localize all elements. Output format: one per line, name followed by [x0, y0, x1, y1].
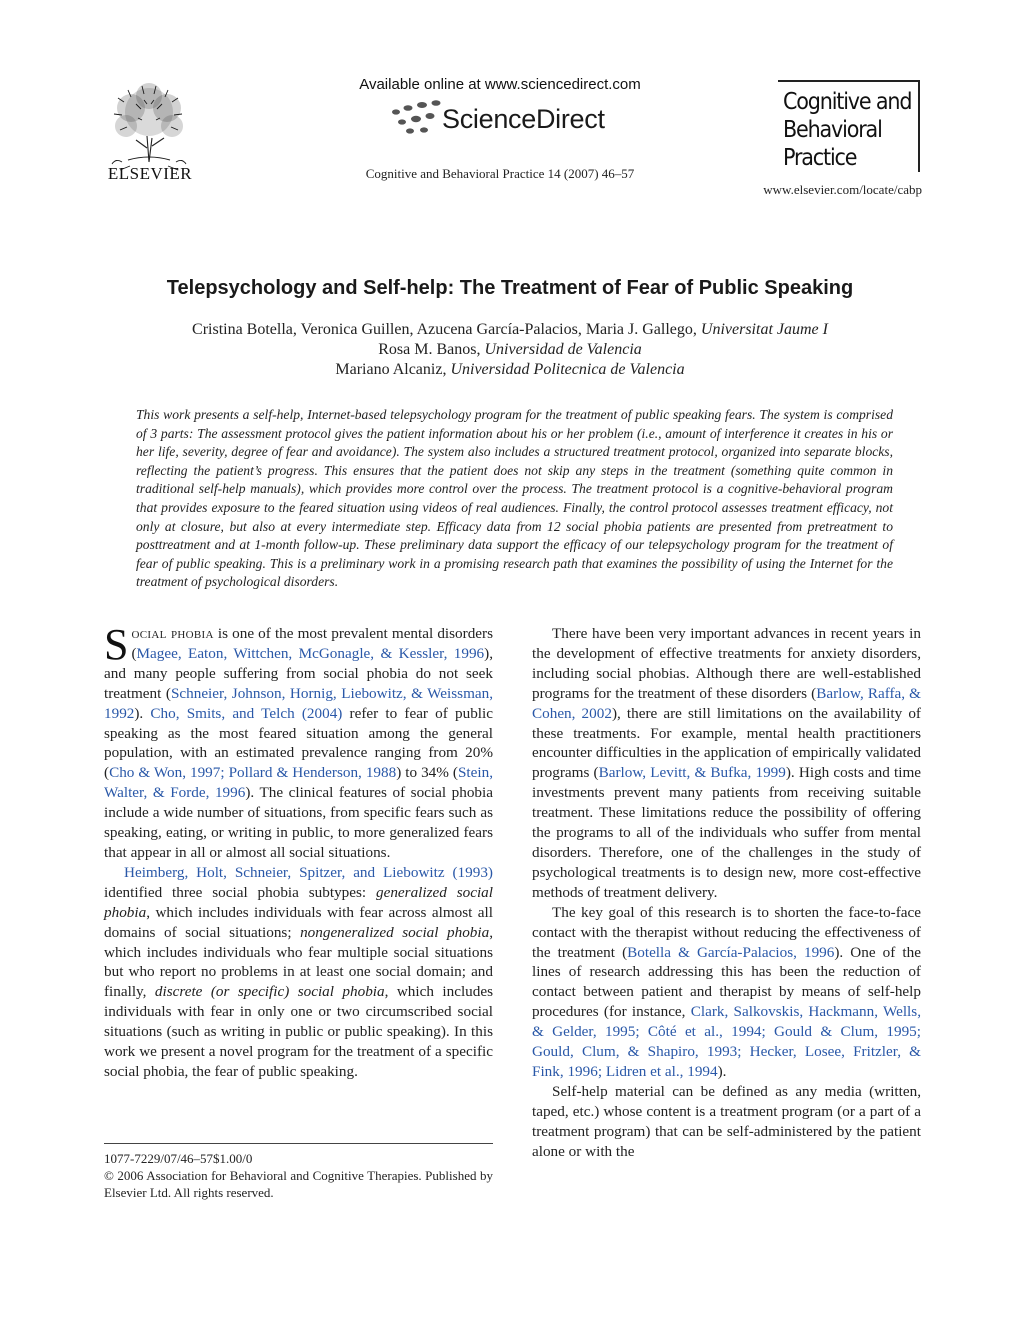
paragraph-text: There have been very important advances in recent years in the development of effective treatments for anxiety disorders, including social phobias. Although there are well-established programs for the treatment of these disorders (: [532, 625, 921, 702]
italic-term: nongeneralized social phobia: [300, 923, 490, 941]
paragraph-text: , which includes individuals who fear multiple social situations but who report no problems in at least one social domain; and finally,: [104, 923, 494, 1001]
paragraph-text: ), there are still limitations on the availability of these treatments. For example, mental health practitioners encounter difficulties in the application of empirically validated programs (: [532, 704, 921, 782]
paragraph-text: ), and many people suffering from social phobia do not seek treatment (: [104, 644, 493, 702]
paragraph-text: The key goal of this research is to shorten the face-to-face contact with the therapist without reducing the effectiveness of the treatment (: [532, 903, 921, 961]
body-paragraph: [532, 624, 921, 903]
sciencedirect-wordmark: ScienceDirect: [442, 104, 605, 134]
citation-link[interactable]: Magee, Eaton, Wittchen, McGonagle, & Kessler, 1996: [136, 644, 485, 662]
paragraph-text: refer to fear of public speaking as the most feared situation among the general population, with an estimated prevalence ranging from 20% (: [104, 704, 493, 782]
citation-link[interactable]: Cho & Won, 1997; Pollard & Henderson, 1988: [109, 764, 397, 782]
body-column-left: [104, 620, 494, 1082]
body-paragraph: [104, 620, 494, 863]
available-online-text: Available online at www.sciencedirect.com: [359, 76, 641, 93]
paragraph-text: ) to 34% (: [396, 764, 458, 782]
footnote: [104, 1150, 493, 1201]
citation-link[interactable]: Stein, Walter, & Forde, 1996: [104, 764, 493, 802]
journal-title-line: Behavioral: [783, 117, 882, 143]
lead-in-small-caps: ocial phobia: [131, 625, 214, 642]
paper-title: Telepsychology and Self-help: The Treatment of Fear of Public Speaking: [166, 277, 854, 299]
citation-link[interactable]: Barlow, Levitt, & Bufka, 1999: [598, 764, 786, 782]
author-affiliation: Universitat Jaume I: [700, 321, 828, 338]
journal-title-line: Practice: [783, 145, 857, 171]
paragraph-text: Self-help material can be defined as any media (written, taped, etc.) whose content is a treatment program (or a part of a treatment program) that can be self-administered by the patient alone or with the: [532, 1082, 921, 1160]
journal-url-link[interactable]: www.elsevier.com/locate/cabp: [763, 182, 922, 197]
abstract: This work presents a self-help, Internet-based telepsychology program for the treatment of public speaking fears. The system is comprised of 3 parts: The assessment protocol gives the patient information about his or her problem (i.e., amount of interference it creates in his or her life, severity, degree of fear and avoidance). The system also includes a structured treatment protocol, organized into separate blocks, reflecting the patient’s progress. This ensures that the patient does not skip any steps in the treatment (something quite common in traditional self-help manuals), which provides more control over the process. The treatment protocol is a cognitive-behavioral program that provides exposure to the feared situation using videos of real audiences. Finally, the control protocol assesses treatment efficacy, not only at closure, but also at every intermediate step. Efficacy data from 12 social phobia patients are presented from pretreatment to posttreatment and at 1-month follow-up. These preliminary data support the efficacy of our telepsychology program for the treatment of fear of public speaking. This is a preliminary work in a promising research path that examines the possibility of using the Internet for the treatment of psychological disorders.: [136, 407, 893, 590]
citation-link[interactable]: Cho, Smits, and Telch (2004): [150, 704, 343, 722]
body-paragraph: [104, 863, 493, 1082]
footnote-divider: [104, 1143, 493, 1144]
paragraph-text: , which includes individuals with fear in only one or two circumscribed social situations (such as writing in public or public speaking). In this work we present a novel program for the treatment of a specific social phobia, the fear of public speaking.: [104, 983, 493, 1080]
drop-cap: S: [104, 620, 129, 669]
paragraph-text: , which includes individuals with fear across almost all domains of social situations;: [104, 903, 493, 941]
paragraph-text: ). The clinical features of social phobia include a wide number of situations, from specific fears such as speaking, eating, or writing in public, to more generalized fears that appear in all or almost all social situations.: [104, 784, 493, 861]
paragraph-text: ).: [717, 1062, 727, 1080]
copyright-line: © 2006 Association for Behavioral and Cognitive Therapies. Published by Elsevier Ltd. All rights reserved.: [104, 1168, 493, 1200]
journal-citation: Cognitive and Behavioral Practice 14 (2007) 46–57: [365, 166, 635, 181]
author-names: Mariano Alcaniz,: [335, 361, 451, 378]
author-line: [60, 341, 960, 359]
author-line: [60, 321, 960, 339]
citation-link[interactable]: Schneier, Johnson, Hornig, Liebowitz, & Weissman, 1992: [104, 684, 494, 722]
italic-term: discrete (or specific) social phobia: [154, 983, 385, 1001]
body-column-right: [532, 624, 921, 1161]
paragraph-text: identified three social phobia subtypes:: [104, 883, 376, 901]
paragraph-text: ). High costs and time investments prevent many patients from receiving suitable treatment. These limitations reduce the possibility of offering the programs to all of the individuals who suffer from mental disorders. Therefore, one of the challenges in the study of psychological treatments is to design new, more cost-effective methods of treatment delivery.: [532, 764, 921, 901]
author-affiliation: Universidad Politecnica de Valencia: [450, 361, 685, 378]
journal-title-logo: [783, 88, 911, 172]
body-paragraph: [532, 903, 921, 1082]
italic-term: generalized social phobia: [104, 883, 493, 921]
body-paragraph: [532, 1082, 921, 1162]
issn-line: 1077-7229/07/46–57$1.00/0: [104, 1151, 253, 1166]
paragraph-text: is one of the most prevalent mental disorders (: [131, 625, 494, 662]
citation-link[interactable]: Heimberg, Holt, Schneier, Spitzer, and Liebowitz (1993): [124, 863, 493, 881]
author-affiliation: Universidad de Valencia: [484, 341, 642, 358]
citation-link[interactable]: Botella & García-Palacios, 1996: [627, 943, 835, 961]
paragraph-text: ). One of the lines of research addressing this has been the reduction of contact between patient and therapist by means of self-help procedures (for instance,: [532, 943, 921, 1021]
citation-link[interactable]: Clark, Salkovskis, Hackmann, Wells, & Gelder, 1995; Côté et al., 1994; Gould & Clum, 1995; Gould, Clum, & Shapiro, 1993; Hecker, Losee, Fritzler, & Fink, 1996; Lidren et al., 1994: [532, 1003, 921, 1080]
author-names: Cristina Botella, Veronica Guillen, Azucena García-Palacios, Maria J. Gallego,: [192, 321, 701, 338]
author-names: Rosa M. Banos,: [378, 341, 485, 358]
paragraph-text: ).: [134, 704, 151, 722]
publisher-name: ELSEVIER: [107, 164, 193, 183]
citation-link[interactable]: Barlow, Raffa, & Cohen, 2002: [532, 684, 921, 722]
author-line: [60, 361, 960, 379]
journal-title-line: Cognitive and: [783, 89, 912, 115]
